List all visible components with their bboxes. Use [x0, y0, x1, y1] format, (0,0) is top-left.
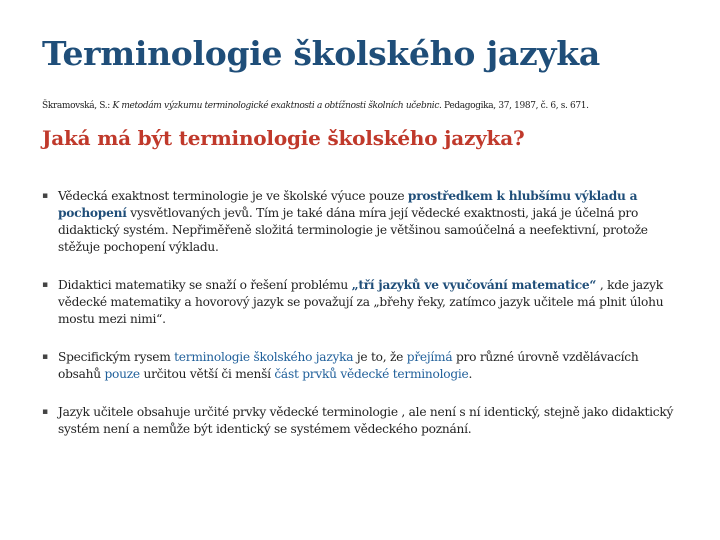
bullet-4-text: Jazyk učitele obsahuje určité prvky vědecké terminologie , ale není s ní identický, stejně jako didaktický systém není a nemůže být identický se systémem vědeckého poznání.	[58, 405, 674, 436]
bullet-list	[42, 188, 682, 438]
citation-source: Pedagogika, 37, 1987, č. 6, s. 671.	[441, 101, 589, 111]
slide-title: Terminologie školského jazyka	[42, 34, 600, 73]
bullet-3-text-c: pro různé úrovně vzdělávacích obsahů	[58, 350, 639, 381]
bullet-3-text-a: Specifickým rysem	[58, 350, 175, 364]
bullet-2-highlight: „tří jazyků ve vyučování matematice“	[351, 278, 597, 292]
bullet-2-text-a: Didaktici matematiky se snaží o řešení problému	[58, 278, 352, 292]
citation-author: Škramovská, S.:	[42, 101, 113, 111]
bullet-3-text-e: .	[468, 367, 473, 381]
bullet-item-1	[42, 188, 682, 256]
bullet-1-text-b: vysvětlovaných jevů. Tím je také dána míra její vědecké exaktnosti, jaká je účelná pro didaktický systém. Nepřiměřeně složitá terminologie je většinou samoúčelná a neefektivní, protože stěžuje pochopení výkladu.	[58, 206, 648, 254]
citation	[42, 101, 712, 111]
bullet-3-highlight-prejima: přejímá	[406, 350, 453, 364]
slide-subtitle: Jaká má být terminologie školského jazyka?	[42, 126, 525, 150]
bullet-item-4	[42, 404, 682, 438]
bullet-2-text-b: , kde jazyk vědecké matematiky a hovorový jazyk se považují za „břehy řeky, zatímco jazyk učitele má plnit úlohu mostu mezi nimi“.	[58, 278, 664, 326]
bullet-3-text-b: je to, že	[353, 350, 407, 364]
bullet-3-highlight-pouze: pouze	[104, 367, 140, 381]
bullet-1-highlight: prostředkem k hlubšímu výkladu a pochopení	[58, 189, 638, 220]
citation-work: K metodám výzkumu terminologické exaktnosti a obtížnosti školních učebnic.	[112, 101, 442, 111]
bullet-3-highlight-term: terminologie školského jazyka	[174, 350, 354, 364]
bullet-item-2	[42, 277, 682, 328]
bullet-3-highlight-cast: část prvků vědecké terminologie	[274, 367, 469, 381]
bullet-item-3	[42, 349, 682, 383]
bullet-1-text-a: Vědecká exaktnost terminologie je ve školské výuce pouze	[58, 189, 408, 203]
bullet-3-text-d: určitou větší či menší	[139, 367, 275, 381]
